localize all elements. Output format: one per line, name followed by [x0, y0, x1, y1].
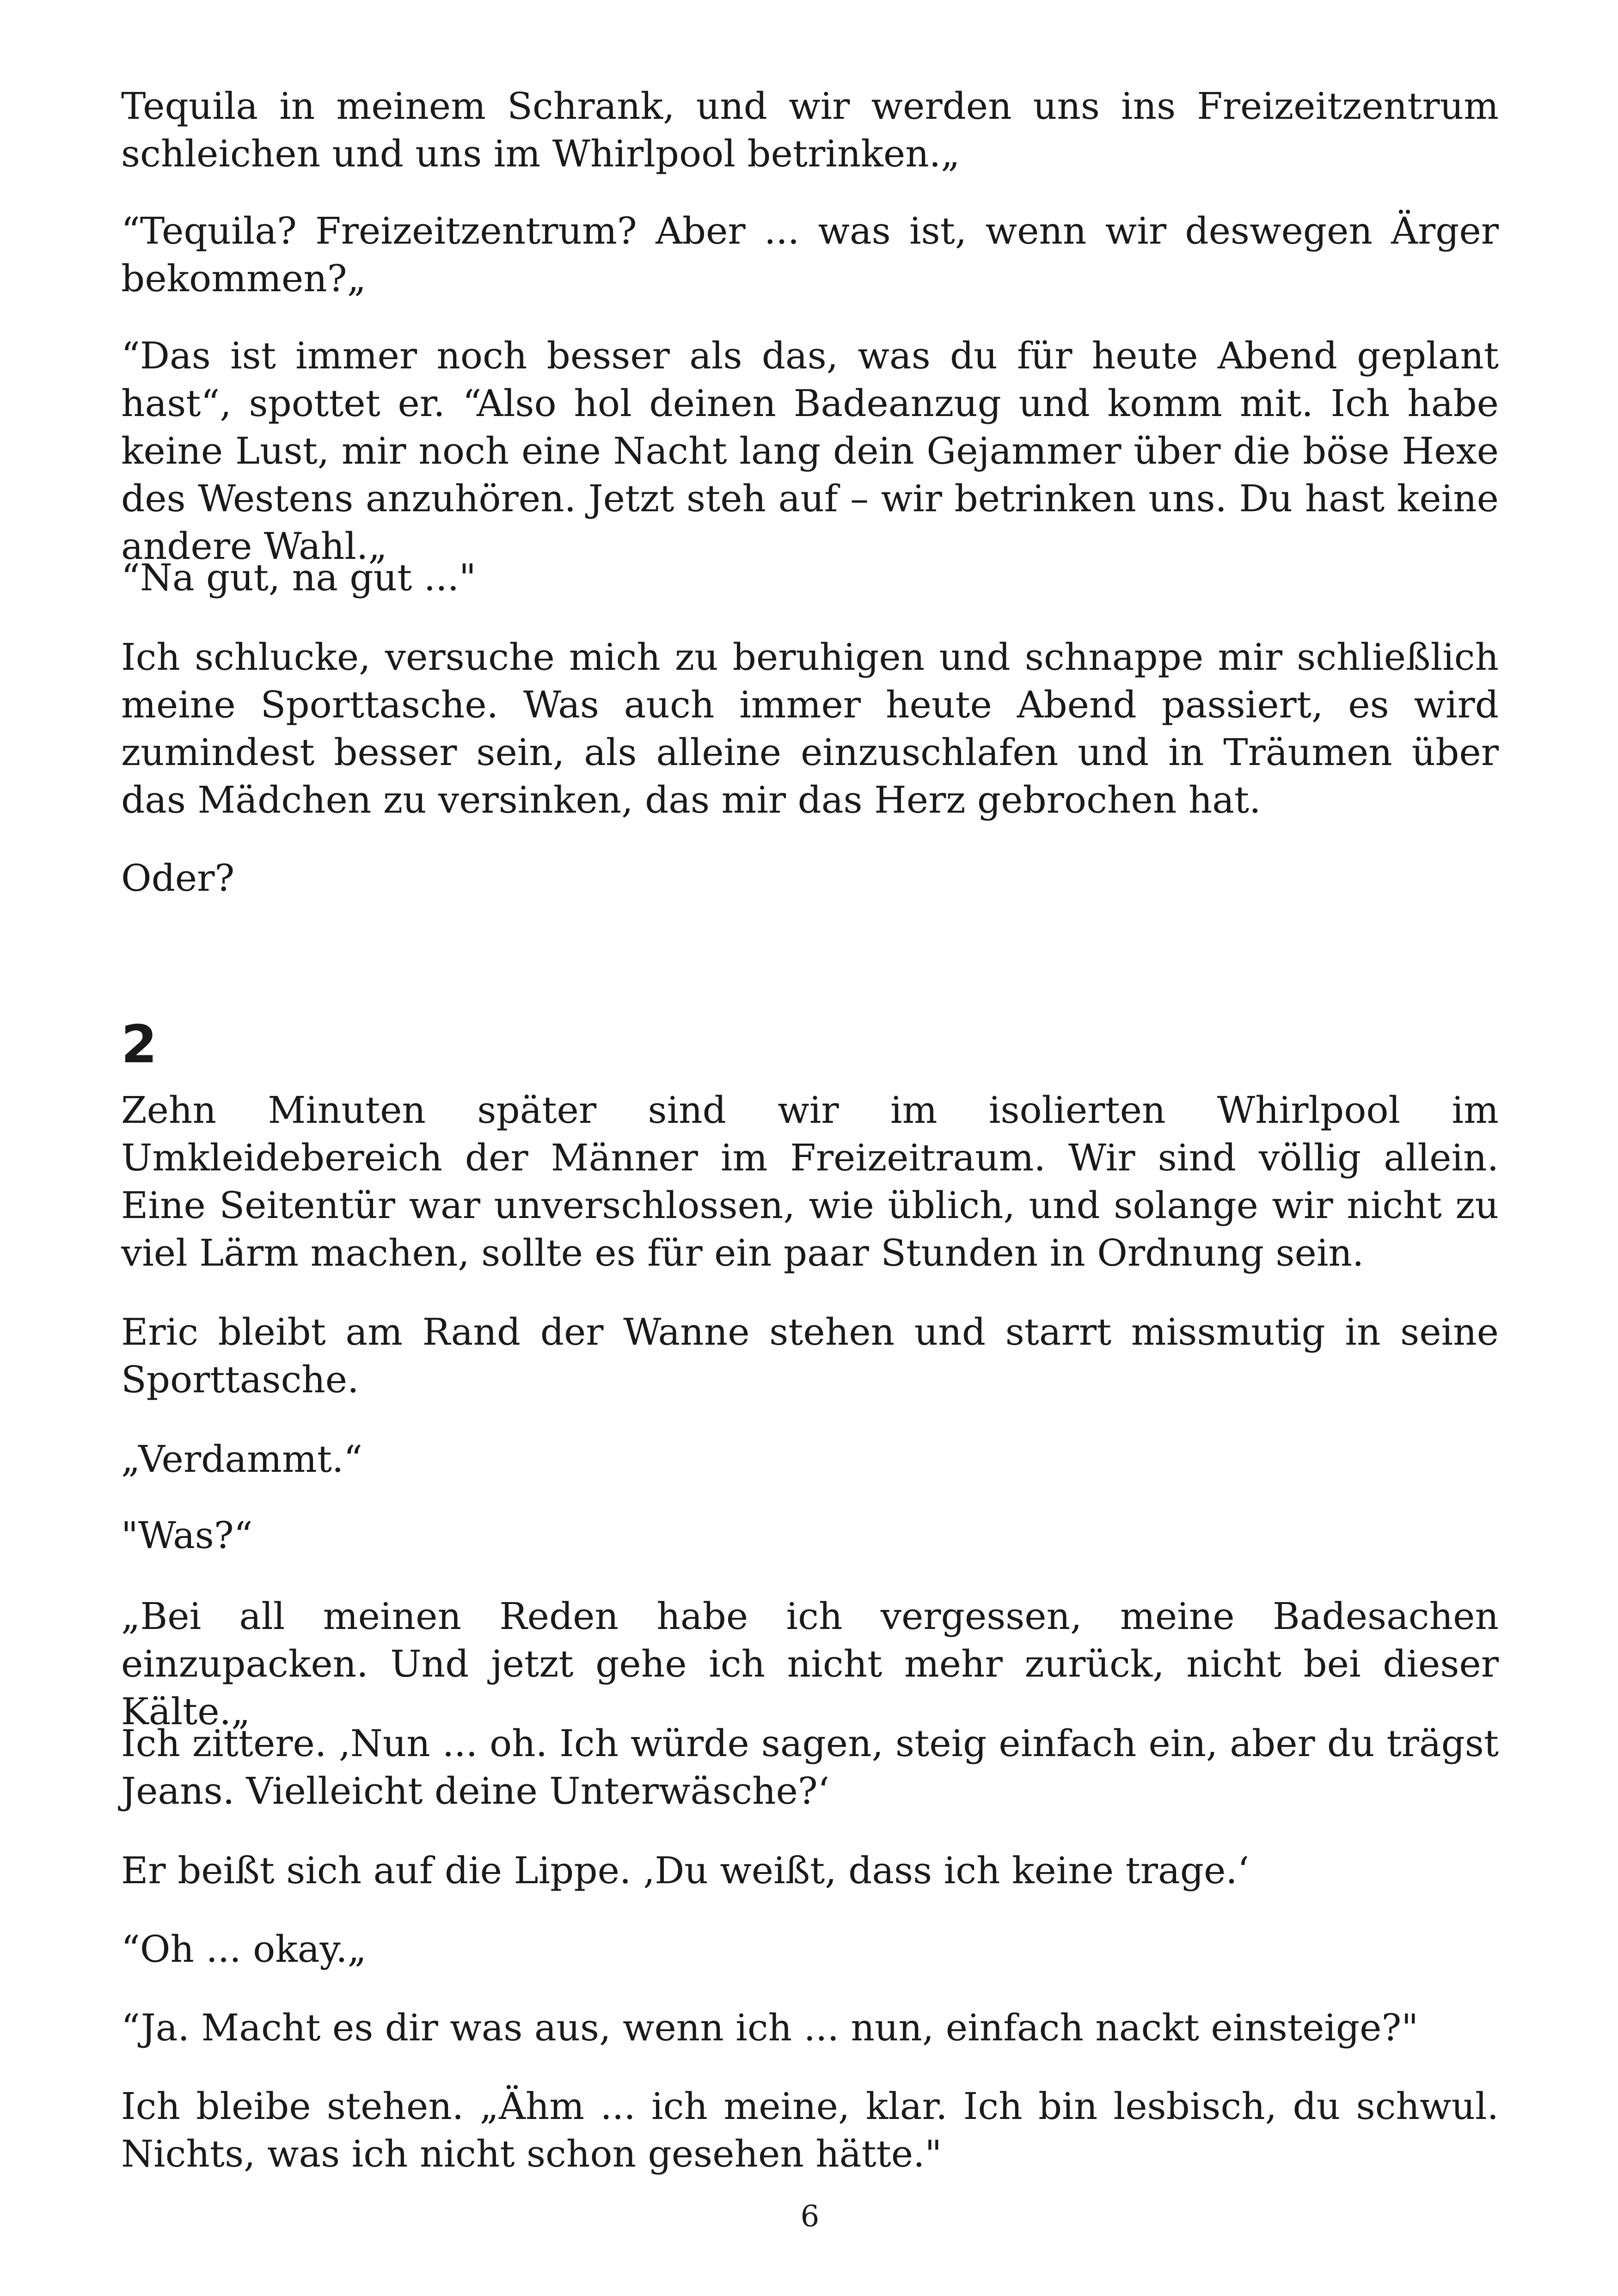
paragraph: Ich schlucke, versuche mich zu beruhigen und schnappe mir schließlich meine Sporttasche. Was auch immer heute Abend passiert, es wird zumindest besser sein, als alleine einzuschlafen und in Träumen über das Mädchen zu versinken, das mir das Herz gebrochen hat.	[121, 636, 1499, 821]
paragraph: Zehn Minuten später sind wir im isolierten Whirlpool im Umkleidebereich der Männer im Freizeitraum. Wir sind völlig allein. Eine Seitentür war unverschlossen, wie üblich, und solange wir nicht zu viel Lärm machen, sollte es für ein paar Stunden in Ordnung sein.	[121, 1089, 1499, 1274]
paragraph: Tequila in meinem Schrank, und wir werden uns ins Freizeitzentrum schleichen und uns im Whirlpool betrinken.„	[121, 85, 1499, 175]
paragraph: Ich zittere. ‚Nun ... oh. Ich würde sagen, steig einfach ein, aber du trägst Jeans. Vielleicht deine Unterwäsche?‘	[121, 1722, 1499, 1812]
paragraph: Ich bleibe stehen. „Ähm ... ich meine, klar. Ich bin lesbisch, du schwul. Nichts, was ich nicht schon gesehen hätte."	[121, 2085, 1499, 2175]
paragraph: “Ja. Macht es dir was aus, wenn ich ... nun, einfach nackt einsteige?"	[121, 2006, 1419, 2049]
paragraph: “Tequila? Freizeitzentrum? Aber ... was ist, wenn wir deswegen Ärger bekommen?„	[121, 209, 1499, 300]
paragraph: “Na gut, na gut ..."	[121, 556, 476, 599]
paragraph: “Das ist immer noch besser als das, was du für heute Abend geplant hast“, spottet er. “Also hol deinen Badeanzug und komm mit. Ich habe keine Lust, mir noch eine Nacht lang dein Gejammer über die böse Hexe des Westens anzuhören. Jetzt steh auf – wir betrinken uns. Du hast keine andere Wahl.„	[121, 334, 1499, 568]
paragraph: Eric bleibt am Rand der Wanne stehen und starrt missmutig in seine Sporttasche.	[121, 1310, 1499, 1401]
paragraph: „Bei all meinen Reden habe ich vergessen, meine Badesachen einzupacken. Und jetzt gehe ich nicht mehr zurück, nicht bei dieser Kälte.„	[121, 1595, 1499, 1733]
paragraph: “Oh ... okay.„	[121, 1928, 367, 1971]
paragraph: „Verdammt.“	[121, 1438, 363, 1481]
paragraph: Er beißt sich auf die Lippe. ‚Du weißt, dass ich keine trage.‘	[121, 1849, 1250, 1892]
book-page	[121, 0, 1499, 2296]
chapter-heading: 2	[121, 1015, 157, 1075]
paragraph: "Was?“	[121, 1514, 253, 1557]
page-number: 6	[800, 2199, 820, 2234]
paragraph: Oder?	[121, 857, 235, 900]
